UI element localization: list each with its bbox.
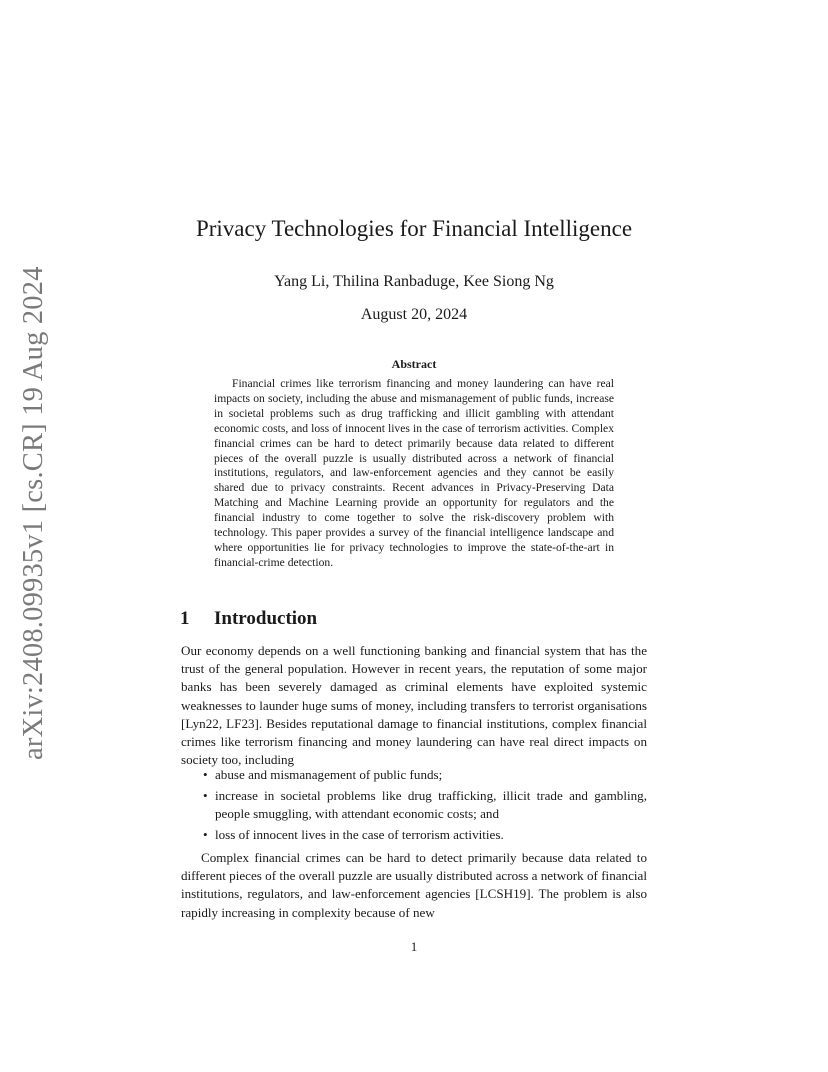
intro-paragraph-1: Our economy depends on a well functioning banking and financial system that has the trust of the general population. However in recent years, the reputation of some major banks has been severely damaged as criminal elements have exploited systemic weaknesses to launder huge sums of money, including transfers to terrorist organisations [Lyn22, LF23]. Besides reputational damage to financial institutions, complex financial crimes like terrorism financing and money laundering can have real direct impacts on society too, including [181, 643, 647, 768]
bullet-icon: • [203, 787, 208, 803]
list-item [181, 826, 647, 844]
impact-bullet-list [181, 766, 647, 846]
intro-paragraph-2: Complex financial crimes can be hard to detect primarily because data related to different pieces of the overall puzzle are usually distributed across a network of financial institutions, regulators, and law-enforcement agencies [LCSH19]. The problem is also rapidly increasing in complexity because of new [181, 850, 647, 920]
list-item-text: loss of innocent lives in the case of terrorism activities. [215, 826, 504, 842]
section-number: 1 [180, 608, 190, 629]
paper-authors: Yang Li, Thilina Ranbaduge, Kee Siong Ng [274, 273, 554, 290]
section-heading [180, 608, 317, 630]
list-item-text: increase in societal problems like drug trafficking, illicit trade and gambling, people smuggling, with attendant economic costs; and [215, 787, 647, 821]
bullet-icon: • [203, 826, 208, 842]
list-item [181, 787, 647, 823]
paper-title: Privacy Technologies for Financial Intelligence [195, 216, 633, 241]
abstract-heading: Abstract [391, 357, 437, 371]
list-item-text: abuse and mismanagement of public funds; [215, 767, 443, 782]
page-number: 1 [410, 939, 418, 954]
section-title: Introduction [214, 608, 318, 629]
abstract-text: Financial crimes like terrorism financing and money laundering can have real impacts on society, including the abuse and mismanagement of public funds, increase in societal problems such as drug trafficking and illicit gambling with attendant economic costs, and loss of innocent lives in the case of terrorism activities. Complex financial crimes can be hard to detect primarily because data related to different pieces of the overall puzzle is usually distributed across a network of financial institutions, regulators, and law-enforcement agencies and they cannot be easily shared due to privacy constraints. Recent advances in Privacy-Preserving Data Matching and Machine Learning provide an opportunity for regulators and the financial industry to come together to solve the risk-discovery problem with technology. This paper provides a survey of the financial intelligence landscape and where opportunities lie for privacy technologies to improve the state-of-the-art in financial-crime detection. [214, 377, 614, 569]
list-item [181, 766, 647, 784]
bullet-icon: • [203, 767, 208, 782]
paper-date: August 20, 2024 [360, 306, 468, 323]
arxiv-identifier-stamp: arXiv:2408.09935v1 [cs.CR] 19 Aug 2024 [18, 266, 49, 760]
